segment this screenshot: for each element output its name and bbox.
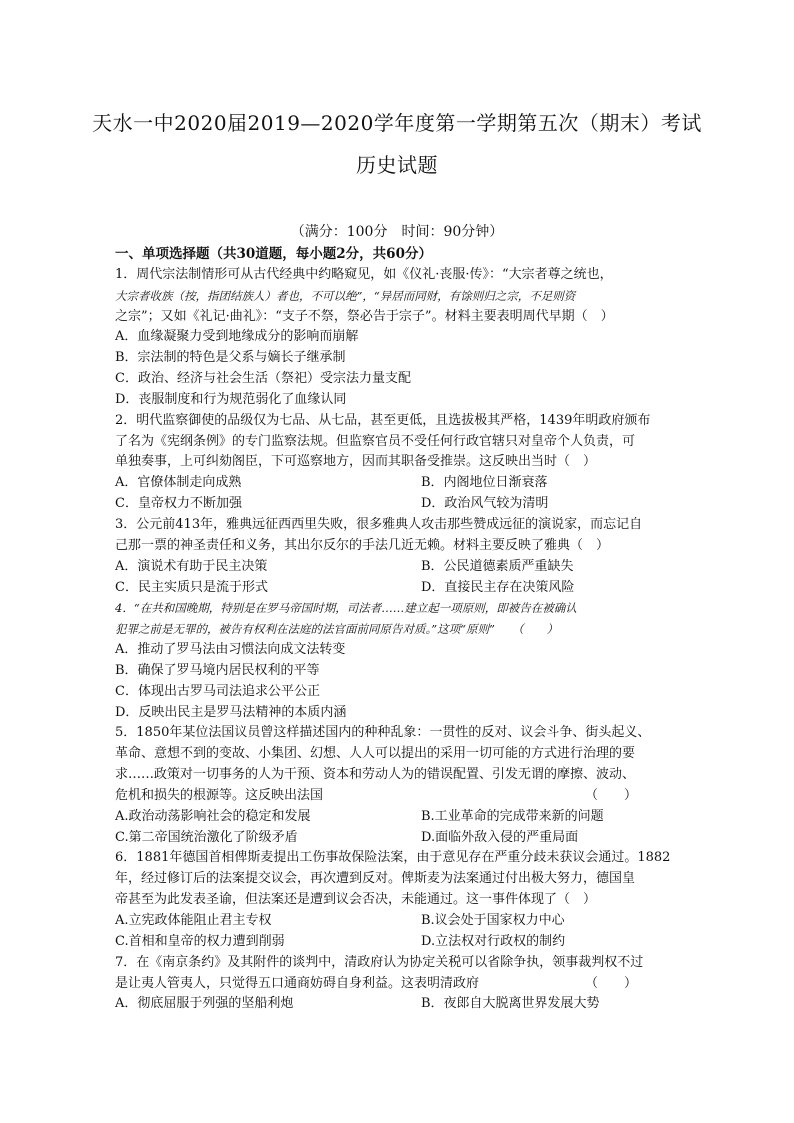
question-3 [115, 515, 680, 598]
option-d: D.立法权对行政权的制约 [421, 933, 566, 949]
option-row [115, 828, 680, 849]
question-text-line: 6．1881年德国首相俾斯麦提出工伤事故保险法案，由于意见存在严重分歧未获议会通过。1882 [115, 850, 671, 866]
question-text-line [115, 974, 680, 995]
question-stem-end: 是让夷人管夷人，只觉得五口通商妨碍自身利益。这表明清政府 [115, 975, 480, 991]
option-b: B．内阁地位日渐衰落 [421, 475, 548, 491]
question-text-line: 1．周代宗法制情形可从古代经典中约略窥见，如《仪礼·丧服·传》：“大宗者尊之统也， [115, 266, 613, 282]
option-b: B.议会处于国家权力中心 [421, 913, 565, 928]
option-d: D.面临外敌入侵的严重局面 [421, 829, 579, 845]
question-text-line: 3．公元前413年，雅典远征西西里失败，很多雅典人攻击那些赞成远征的演说家，而忘记自 [115, 516, 643, 532]
question-text-line: 年，经过修订后的法案提交议会，再次遭到反对。俾斯麦为法案通过付出极大努力，德国皇 [115, 871, 636, 887]
option-d: D．政治风气较为清明 [421, 496, 549, 512]
question-text-line [115, 786, 680, 807]
question-6 [115, 848, 680, 952]
option-b: B．公民道德素质严重缺失 [421, 558, 574, 574]
option-row [115, 932, 680, 953]
question-text-line: 大宗者收族（按，指团结族人）者也，不可以绝”，“异居而同财，有馀则归之宗，不足则资 [115, 288, 576, 303]
option-a: A.政治动荡影响社会的稳定和发展 [115, 808, 311, 824]
option-b: B．宗法制的特色是父系与嫡长子继承制 [115, 350, 346, 366]
option-c: C．民主实质只是流于形式 [115, 579, 268, 595]
option-a: A．推动了罗马法由习惯法向成文法转变 [115, 642, 346, 658]
option-a: A．彻底屈服于列强的坚船利炮 [115, 996, 294, 1012]
question-7 [115, 953, 680, 1016]
option-c: C．政治、经济与社会生活（祭祀）受宗法力量支配 [115, 371, 411, 387]
question-text-line: 犯罪之前是无罪的，被告有权利在法庭的法官面前同原告对质。”这项“原则” （ ） [115, 622, 559, 637]
exam-title: 天水一中2020届2019—2020学年度第一学期第五次（期末）考试 [92, 111, 702, 135]
option-a: A.立宪政体能阻止君主专权 [115, 913, 272, 928]
question-text-line: 革命、意想不到的变故、小集团、幻想、人人可以提出的采用一切可能的方式进行治理的要 [115, 746, 636, 762]
option-d: D．丧服制度和行为规范弱化了血缘认同 [115, 391, 347, 407]
question-text-line: 帝甚至为此发表圣谕，但法案还是遭到议会否决，未能通过。这一事件体现了（ ） [115, 892, 597, 908]
exam-subtitle: 历史试题 [356, 153, 438, 177]
option-row [115, 807, 680, 828]
question-1 [115, 265, 680, 411]
option-c: C．皇帝权力不断加强 [115, 496, 242, 512]
question-text-line: 5．1850年某位法国议员曾这样描述国内的种种乱象：一贯性的反对、议会斗争、街头起义、 [115, 725, 651, 741]
option-b: B.工业革命的完成带来新的问题 [421, 808, 604, 824]
option-a: A．官僚体制走向成熟 [115, 475, 242, 491]
option-row [115, 557, 680, 578]
question-stem-end: 危机和损失的根源等。这反映出法国 [115, 787, 324, 803]
option-a: A．演说术有助于民主决策 [115, 558, 268, 574]
option-row [115, 994, 680, 1015]
question-text-line: 2．明代监察御使的品级仅为七品、从七品，甚至更低，且选拔极其严格，1439年明政府颁布 [115, 412, 651, 428]
question-2 [115, 411, 680, 515]
answer-bracket: （ ） [585, 787, 638, 803]
option-c: C.首相和皇帝的权力遭到削弱 [115, 933, 285, 949]
question-text-line: 4．“在共和国晚期，特别是在罗马帝国时期，司法者……建立起一项原则，即被告在被确认 [115, 601, 577, 616]
question-text-line: 求……政策对一切事务的人为干预、资本和劳动人为的错误配置、引发无谓的摩擦、波动、 [115, 767, 636, 783]
option-c: C.第二帝国统治激化了阶级矛盾 [115, 829, 298, 845]
option-row [115, 473, 680, 494]
option-row [115, 494, 680, 515]
question-text-line: 了名为《宪纲条例》的专门监察法规。但监察官员不受任何行政官辖只对皇帝个人负责，可 [115, 433, 636, 449]
question-text-line: 7．在《南京条约》及其附件的谈判中，清政府认为协定关税可以省除争执，领事裁判权不过 [115, 954, 644, 970]
section-heading: 一、单项选择题（共30道题，每小题2分，共60分） [115, 246, 432, 262]
option-d: D．直接民主存在决策风险 [421, 579, 575, 595]
option-b: B．确保了罗马境内居民权利的平等 [115, 662, 320, 678]
question-text-line: 己那一票的神圣责任和义务，其出尔反尔的手法几近无赖。材料主要反映了雅典（ ） [115, 537, 610, 553]
question-5 [115, 723, 680, 848]
option-b: B．夜郎自大脱离世界发展大势 [421, 996, 600, 1012]
question-4 [115, 598, 680, 723]
exam-content [115, 244, 680, 1015]
option-c: C．体现出古罗马司法追求公平公正 [115, 683, 320, 699]
exam-meta: （满分：100分 时间：90分钟） [290, 224, 504, 240]
option-row [115, 911, 680, 932]
option-row [115, 578, 680, 599]
question-text-line: 单独奏事，上可纠劾阁臣，下可巡察地方，因而其职备受推崇。这反映出当时（ ） [115, 454, 597, 470]
option-a: A．血缘凝聚力受到地缘成分的影响而崩解 [115, 329, 359, 345]
question-text-line: 之宗”；又如《礼记·曲礼》：“支子不祭，祭必告于宗子”。材料主要表明周代早期（ ） [115, 308, 614, 324]
answer-bracket: （ ） [585, 975, 638, 991]
option-d: D．反映出民主是罗马法精神的本质内涵 [115, 704, 347, 720]
